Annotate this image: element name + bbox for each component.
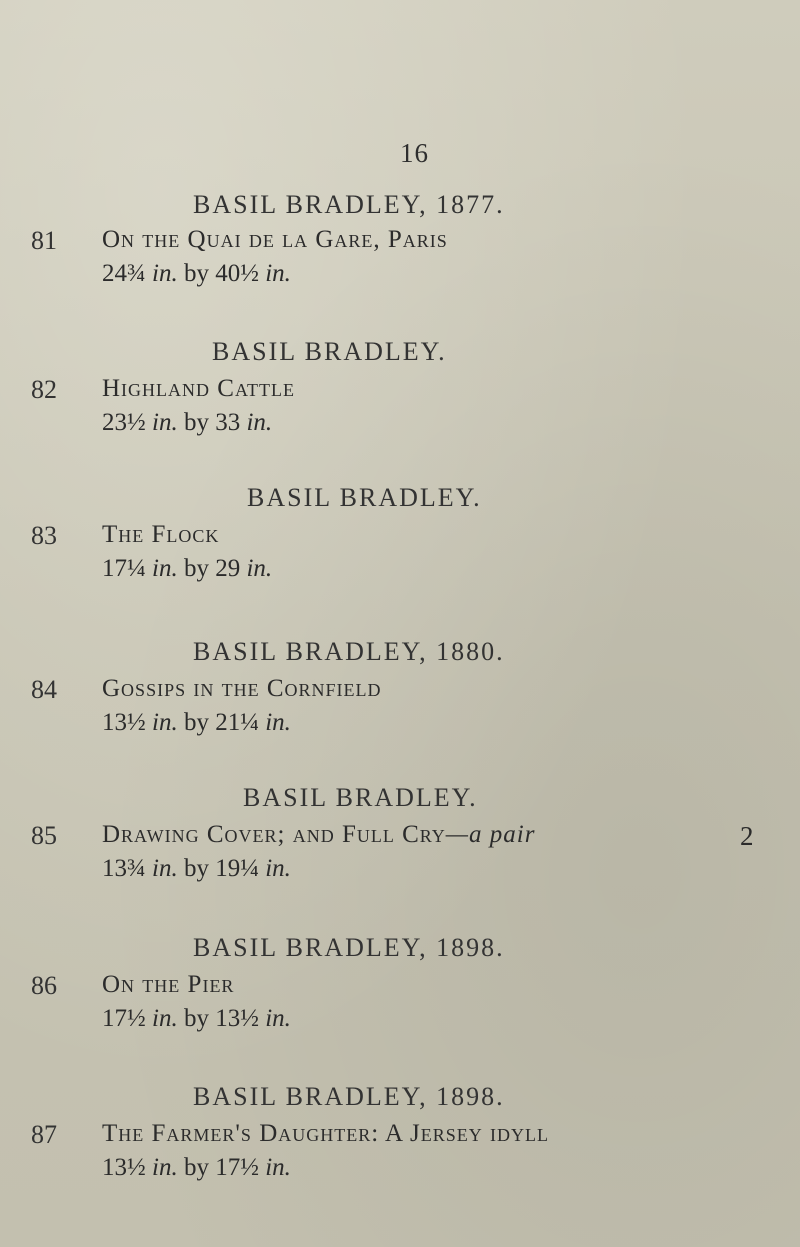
dim-by: by	[183, 1154, 209, 1181]
lot-title-text: On the Pier	[102, 971, 235, 998]
dim-width: 40½	[215, 260, 259, 287]
dim-height: 23½	[102, 409, 146, 436]
dim-unit: in.	[152, 855, 178, 882]
lot-number: 85	[31, 821, 57, 850]
lot-entry	[0, 625, 800, 735]
lot-quantity: 2	[740, 821, 754, 851]
dim-width: 21¼	[215, 709, 259, 736]
lot-entry	[0, 473, 800, 583]
lot-dimensions	[102, 260, 291, 288]
lot-number: 82	[31, 375, 57, 404]
dim-unit: in.	[246, 555, 273, 582]
lot-number: 87	[31, 1120, 57, 1149]
dim-by: by	[183, 555, 209, 582]
dim-by: by	[183, 855, 209, 882]
lot-dimensions	[102, 555, 272, 583]
dim-unit: in.	[265, 709, 291, 736]
artist-heading: BASIL BRADLEY.	[212, 337, 447, 366]
dim-width: 13½	[215, 1005, 259, 1032]
lot-title	[102, 675, 382, 703]
lot-number: 83	[31, 521, 57, 550]
dim-unit: in.	[152, 260, 178, 287]
dim-unit: in.	[152, 1005, 178, 1032]
dim-height: 13¾	[102, 855, 146, 882]
lot-title-text: The Farmer's Daughter: A Jersey idyll	[102, 1120, 549, 1147]
dim-unit: in.	[246, 409, 273, 436]
dim-by: by	[183, 409, 209, 436]
dim-height: 17¼	[102, 555, 146, 582]
lot-entry	[0, 923, 800, 1033]
dim-unit: in.	[265, 1154, 291, 1181]
lot-title	[102, 821, 535, 849]
dim-by: by	[183, 1005, 209, 1032]
artist-heading: BASIL BRADLEY, 1898.	[193, 933, 505, 962]
dim-unit: in.	[265, 855, 291, 882]
dim-width: 17½	[215, 1154, 259, 1181]
dim-height: 13½	[102, 1154, 146, 1181]
dim-unit: in.	[152, 1154, 178, 1181]
dim-width: 29	[215, 555, 241, 582]
lot-number: 86	[31, 971, 57, 1000]
lot-entry	[0, 325, 800, 435]
lot-dimensions	[102, 855, 291, 883]
dim-unit: in.	[152, 709, 178, 736]
lot-title-text: On the Quai de la Gare, Paris	[102, 226, 448, 253]
dim-by: by	[183, 709, 209, 736]
dim-unit: in.	[152, 555, 178, 582]
lot-number: 84	[31, 675, 57, 704]
lot-dimensions	[102, 409, 272, 437]
lot-title-text: Drawing Cover; and Full Cry	[102, 821, 446, 848]
lot-title	[102, 226, 448, 254]
lot-entry	[0, 1070, 800, 1180]
lot-title-text: Gossips in the Cornfield	[102, 675, 382, 702]
dim-height: 17½	[102, 1005, 146, 1032]
artist-heading: BASIL BRADLEY, 1877.	[193, 190, 505, 219]
dim-unit: in.	[265, 260, 291, 287]
lot-entry	[0, 775, 800, 885]
lot-entry	[0, 180, 800, 290]
lot-title	[102, 521, 219, 549]
lot-dimensions	[102, 1005, 291, 1033]
artist-heading: BASIL BRADLEY, 1898.	[193, 1082, 505, 1111]
dim-height: 24¾	[102, 260, 146, 287]
page-number: 16	[400, 138, 429, 168]
lot-dimensions	[102, 1154, 291, 1182]
dim-width: 33	[215, 409, 241, 436]
lot-title-text: The Flock	[102, 521, 220, 548]
dim-unit: in.	[265, 1005, 291, 1032]
dim-by: by	[183, 260, 209, 287]
lot-title	[102, 1120, 549, 1148]
lot-dimensions	[102, 709, 291, 737]
lot-number: 81	[31, 226, 57, 255]
lot-title	[102, 971, 234, 999]
artist-heading: BASIL BRADLEY, 1880.	[193, 637, 505, 666]
artist-heading: BASIL BRADLEY.	[243, 783, 478, 812]
lot-title	[102, 375, 295, 403]
lot-title-suffix: —a pair	[445, 821, 536, 848]
dim-height: 13½	[102, 709, 146, 736]
dim-unit: in.	[152, 409, 178, 436]
artist-heading: BASIL BRADLEY.	[247, 483, 482, 512]
lot-title-text: Highland Cattle	[102, 375, 295, 402]
dim-width: 19¼	[215, 855, 259, 882]
